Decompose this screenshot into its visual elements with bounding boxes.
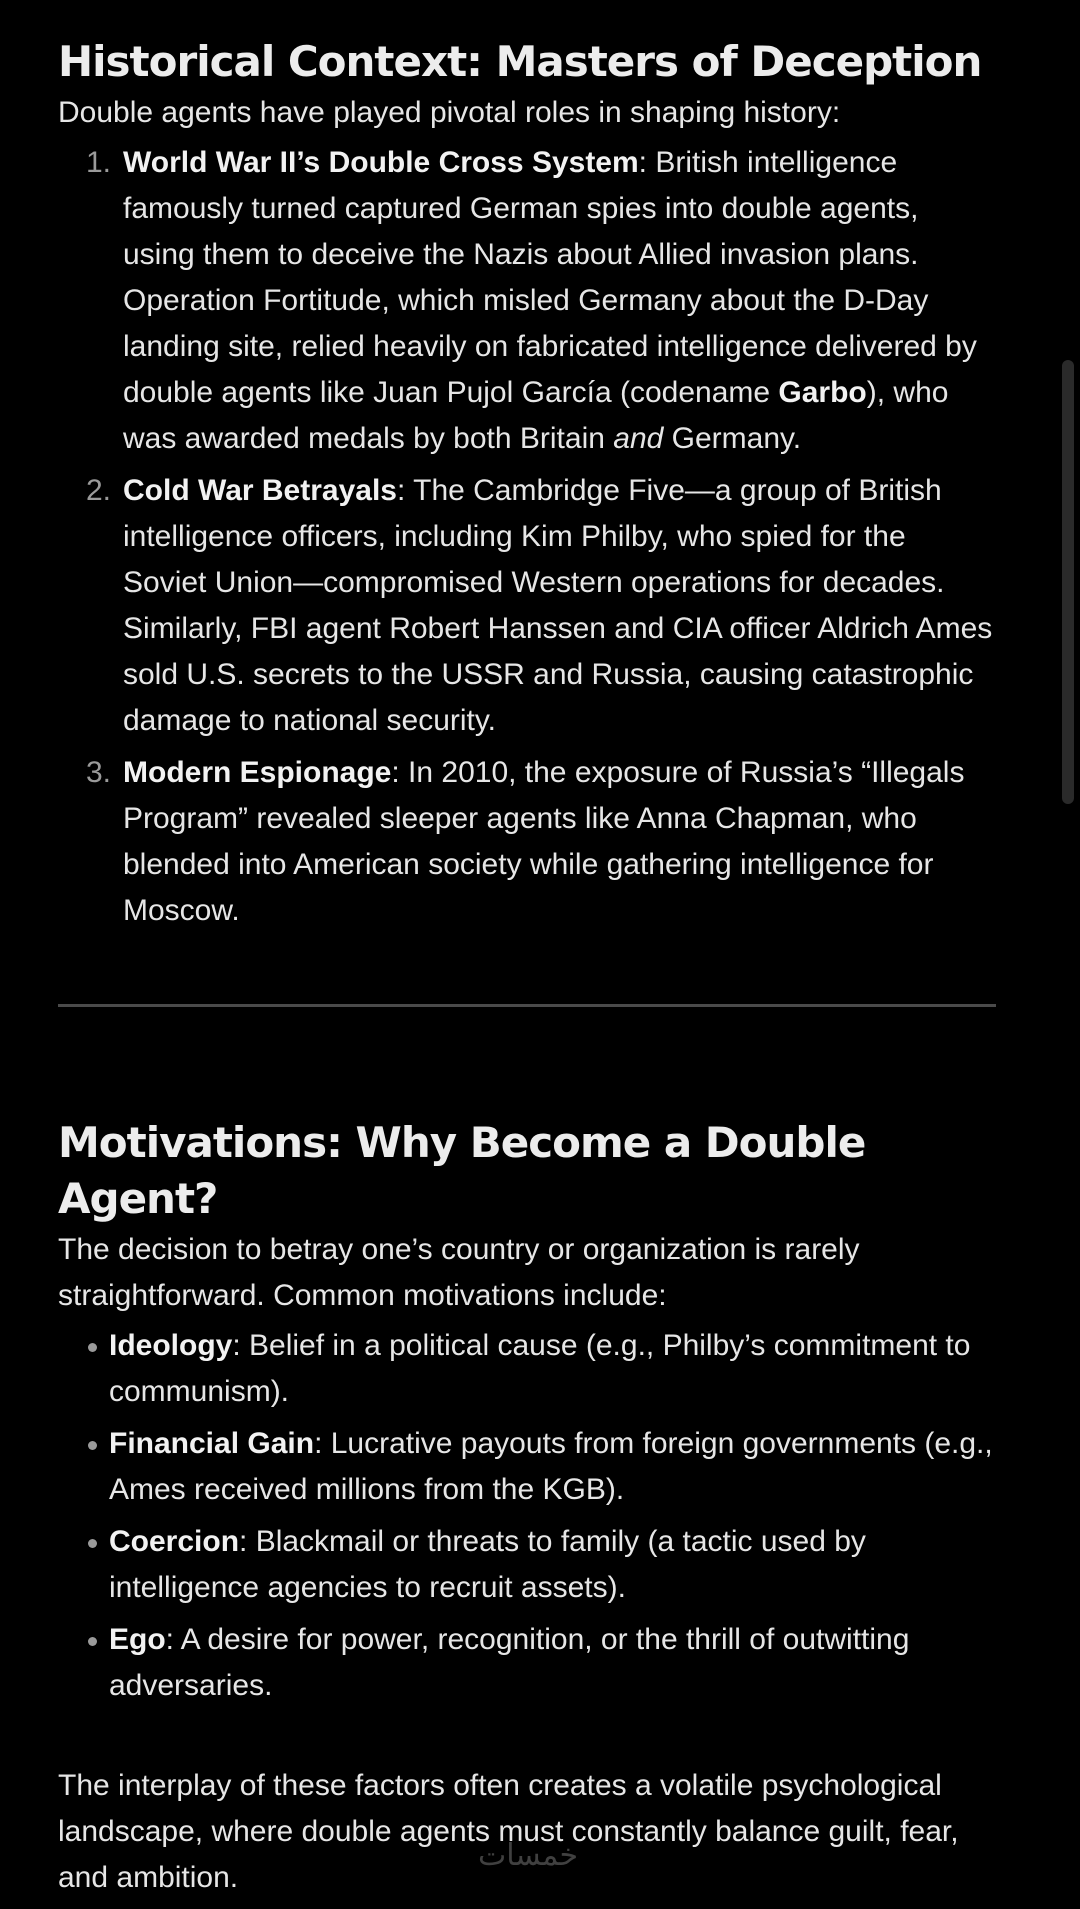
list-item <box>58 750 996 934</box>
bullet-text: : A desire for power, recognition, or the thrill of outwitting adversaries. <box>109 1623 910 1702</box>
item-text: : In 2010, the exposure of Russia’s “Illegals Program” revealed sleeper agents like Anna Chapman, who blended into American society while gathering intelligence for Moscow. <box>123 756 965 927</box>
bullet-list <box>58 1323 996 1709</box>
list-item <box>58 140 996 462</box>
numbered-list <box>58 140 996 934</box>
scrollbar-thumb[interactable] <box>1062 360 1074 804</box>
item-text: ), who was awarded medals by both Britain <box>123 376 949 455</box>
item-title: Cold War Betrayals <box>123 474 397 507</box>
bullet-title: Ideology <box>109 1329 233 1362</box>
section-divider <box>58 1004 996 1007</box>
list-item <box>58 468 996 744</box>
bullet-dot-icon <box>88 1343 97 1352</box>
list-number: 1. <box>86 146 112 179</box>
watermark-logo: خمسات <box>478 1838 579 1873</box>
item-title: World War II’s Double Cross System <box>123 146 639 179</box>
bullet-item <box>58 1323 996 1415</box>
list-number: 3. <box>86 756 112 789</box>
paragraph-spacer <box>58 1715 996 1763</box>
section-intro: Double agents have played pivotal roles in shaping history: <box>58 96 841 129</box>
section-heading-historical-context: Historical Context: Masters of Deception <box>58 37 982 86</box>
bullet-item <box>58 1519 996 1611</box>
item-text: : British intelligence famously turned captured German spies into double agents, using them to deceive the Nazis about Allied invasion plans. Operation Fortitude, which misled Germany about the D-Day landing site, relied heavily on fabricated intelligence delivered by double agents like Juan Pujol García (codename <box>123 146 977 409</box>
list-number: 2. <box>86 474 112 507</box>
bullet-text: : Belief in a political cause (e.g., Philby’s commitment to communism). <box>109 1329 971 1408</box>
bullet-item <box>58 1617 996 1709</box>
item-title: Modern Espionage <box>123 756 392 789</box>
bullet-text: : Lucrative payouts from foreign governments (e.g., Ames received millions from the KGB). <box>109 1427 993 1506</box>
section-intro: The decision to betray one’s country or organization is rarely straightforward. Common motivations include: <box>58 1233 860 1312</box>
conclusion-paragraph: The interplay of these factors often creates a volatile psychological landscape, where double agents must constantly balance guilt, fear, and ambition. <box>58 1769 959 1894</box>
bullet-dot-icon <box>88 1637 97 1646</box>
codename-bold: Garbo <box>778 376 867 409</box>
item-text: : The Cambridge Five—a group of British intelligence officers, including Kim Philby, who spied for the Soviet Union—compromised Western operations for decades. Similarly, FBI agent Robert Hanssen and CIA officer Aldrich Ames sold U.S. secrets to the USSR and Russia, causing catastrophic damage to national security. <box>123 474 993 737</box>
bullet-title: Coercion <box>109 1525 240 1558</box>
bullet-dot-icon <box>88 1539 97 1548</box>
bullet-text: : Blackmail or threats to family (a tactic used by intelligence agencies to recruit assets). <box>109 1525 866 1604</box>
emphasis-text: and <box>613 422 664 455</box>
bullet-item <box>58 1421 996 1513</box>
bullet-title: Financial Gain <box>109 1427 315 1460</box>
section-heading-motivations: Motivations: Why Become a Double Agent? <box>58 1118 866 1223</box>
bullet-dot-icon <box>88 1441 97 1450</box>
item-text: Germany. <box>663 422 802 455</box>
bullet-title: Ego <box>109 1623 166 1656</box>
article-content <box>58 34 996 1901</box>
